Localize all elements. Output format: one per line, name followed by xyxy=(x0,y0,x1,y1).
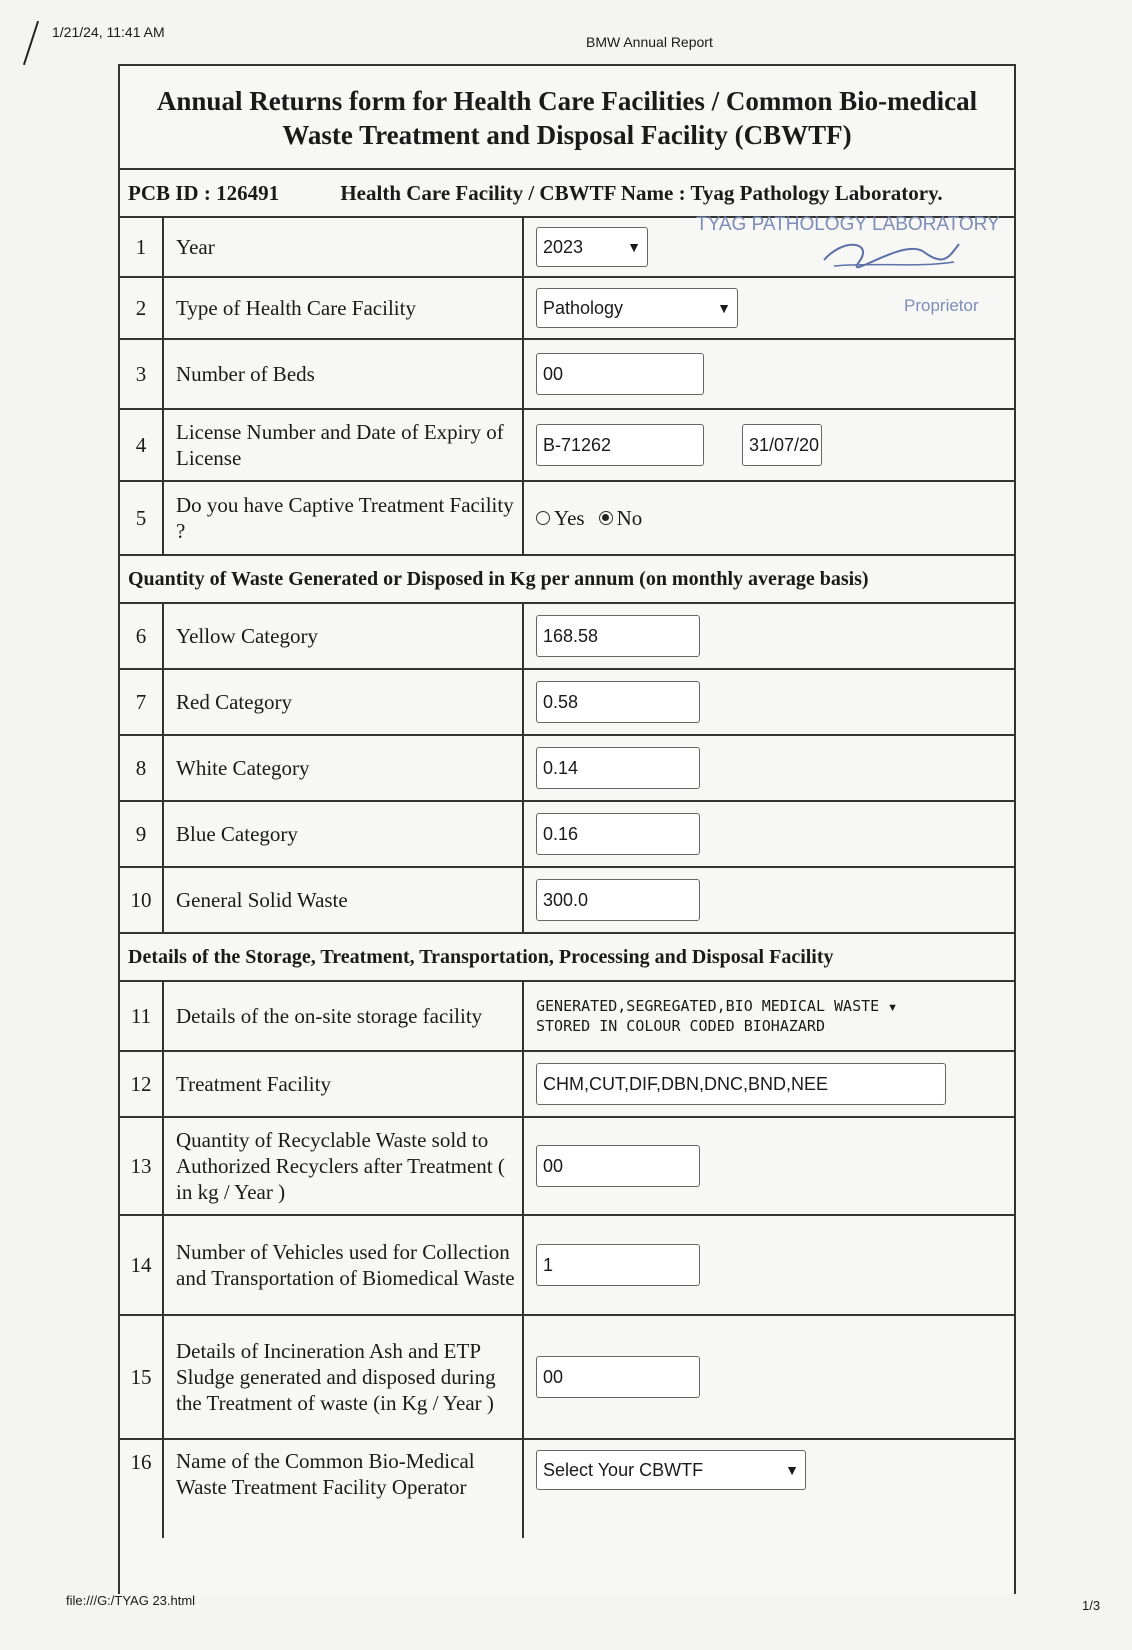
row-number: 14 xyxy=(120,1216,164,1314)
row-number: 1 xyxy=(120,218,164,276)
annual-returns-form xyxy=(118,64,1016,1594)
form-title xyxy=(120,66,1014,170)
row-label: Red Category xyxy=(164,670,524,734)
yes-label: Yes xyxy=(554,505,585,530)
pen-mark xyxy=(23,21,39,65)
row-label: White Category xyxy=(164,736,524,800)
row-number: 9 xyxy=(120,802,164,866)
form-title-line1: Annual Returns form for Health Care Facilities / Common Bio-medical xyxy=(156,86,978,116)
row-number: 15 xyxy=(120,1316,164,1438)
row-number: 5 xyxy=(120,482,164,554)
row-cbwtf-operator xyxy=(120,1440,1014,1538)
row-number: 8 xyxy=(120,736,164,800)
row-label: License Number and Date of Expiry of License xyxy=(164,410,524,480)
row-number: 11 xyxy=(120,982,164,1050)
yellow-category-input[interactable]: 168.58 xyxy=(536,615,700,657)
row-facility-type xyxy=(120,278,1014,340)
facility-type-value: Pathology xyxy=(543,297,624,318)
section-storage-details: Details of the Storage, Treatment, Transportation, Processing and Disposal Facility xyxy=(120,934,1014,982)
row-label: Number of Vehicles used for Collection and Transportation of Biomedical Waste xyxy=(164,1216,524,1314)
document-title: BMW Annual Report xyxy=(586,34,713,50)
row-incineration-ash xyxy=(120,1316,1014,1440)
chevron-down-icon: ▼ xyxy=(627,239,641,255)
year-value: 2023 xyxy=(543,236,584,257)
storage-facility-textarea[interactable] xyxy=(536,996,879,1036)
row-number: 4 xyxy=(120,410,164,480)
row-number: 13 xyxy=(120,1118,164,1214)
row-label: Quantity of Recyclable Waste sold to Authorized Recyclers after Treatment ( in kg / Year ) xyxy=(164,1118,524,1214)
row-yellow xyxy=(120,604,1014,670)
chevron-down-icon: ▼ xyxy=(717,300,731,316)
row-label: Treatment Facility xyxy=(164,1052,524,1116)
row-captive-treatment xyxy=(120,482,1014,556)
section-waste-quantity: Quantity of Waste Generated or Disposed in Kg per annum (on monthly average basis) xyxy=(120,556,1014,604)
row-number: 7 xyxy=(120,670,164,734)
scroll-down-icon[interactable]: ▼ xyxy=(887,1002,899,1014)
year-select[interactable] xyxy=(536,227,648,267)
storage-line1: GENERATED,SEGREGATED,BIO MEDICAL WASTE xyxy=(536,997,880,1015)
chevron-down-icon: ▼ xyxy=(785,1462,799,1478)
row-label: Yellow Category xyxy=(164,604,524,668)
row-vehicles xyxy=(120,1216,1014,1316)
row-general-solid xyxy=(120,868,1014,934)
pcb-id: PCB ID : 126491 xyxy=(128,181,280,205)
row-number: 16 xyxy=(120,1440,164,1538)
no-label: No xyxy=(616,505,643,530)
row-number: 2 xyxy=(120,278,164,338)
form-title-line2: Waste Treatment and Disposal Facility (CBWTF) xyxy=(282,120,852,150)
row-number: 10 xyxy=(120,868,164,932)
cbwtf-select[interactable] xyxy=(536,1450,806,1490)
signature xyxy=(814,232,964,272)
row-red xyxy=(120,670,1014,736)
row-license xyxy=(120,410,1014,482)
row-year xyxy=(120,214,1014,278)
row-number: 3 xyxy=(120,340,164,408)
row-blue xyxy=(120,802,1014,868)
row-label: Blue Category xyxy=(164,802,524,866)
license-number-input[interactable]: B-71262 xyxy=(536,424,704,466)
general-solid-waste-input[interactable]: 300.0 xyxy=(536,879,700,921)
stamp-text: TYAG PATHOLOGY LABORATORY xyxy=(696,214,1000,235)
row-beds xyxy=(120,340,1014,410)
row-label: Year xyxy=(164,218,524,276)
beds-input[interactable]: 00 xyxy=(536,353,704,395)
row-storage-facility xyxy=(120,982,1014,1052)
page-number: 1/3 xyxy=(1082,1598,1101,1613)
storage-line2: STORED IN COLOUR CODED BIOHAZARD xyxy=(536,1017,825,1035)
row-label: Name of the Common Bio-Medical Waste Treatment Facility Operator xyxy=(164,1440,524,1538)
row-label: Type of Health Care Facility xyxy=(164,278,524,338)
incineration-ash-input[interactable]: 00 xyxy=(536,1356,700,1398)
license-expiry-input[interactable]: 31/07/20 xyxy=(742,424,822,466)
print-timestamp: 1/21/24, 11:41 AM xyxy=(52,24,165,40)
facility-name: Health Care Facility / CBWTF Name : Tyag Pathology Laboratory. xyxy=(340,181,943,205)
row-label: Do you have Captive Treatment Facility ? xyxy=(164,482,524,554)
row-number: 12 xyxy=(120,1052,164,1116)
facility-type-select[interactable] xyxy=(536,288,738,328)
row-number: 6 xyxy=(120,604,164,668)
row-white xyxy=(120,736,1014,802)
footer-path: file:///G:/TYAG 23.html xyxy=(66,1593,196,1608)
row-label: Number of Beds xyxy=(164,340,524,408)
vehicles-input[interactable]: 1 xyxy=(536,1244,700,1286)
blue-category-input[interactable]: 0.16 xyxy=(536,813,700,855)
white-category-input[interactable]: 0.14 xyxy=(536,747,700,789)
treatment-facility-input[interactable]: CHM,CUT,DIF,DBN,DNC,BND,NEE xyxy=(536,1063,946,1105)
red-category-input[interactable]: 0.58 xyxy=(536,681,700,723)
yes-radio[interactable] xyxy=(536,511,550,525)
no-radio[interactable] xyxy=(599,511,613,525)
row-label: General Solid Waste xyxy=(164,868,524,932)
cbwtf-value: Select Your CBWTF xyxy=(543,1459,704,1480)
row-treatment-facility xyxy=(120,1052,1014,1118)
row-label: Details of the on-site storage facility xyxy=(164,982,524,1050)
recyclable-waste-input[interactable]: 00 xyxy=(536,1145,700,1187)
stamp-role: Proprietor xyxy=(904,296,979,315)
pcb-header xyxy=(120,170,1014,218)
row-recyclable-waste xyxy=(120,1118,1014,1216)
row-label: Details of Incineration Ash and ETP Sludge generated and disposed during the Treatment of waste (in Kg / Year ) xyxy=(164,1316,524,1438)
